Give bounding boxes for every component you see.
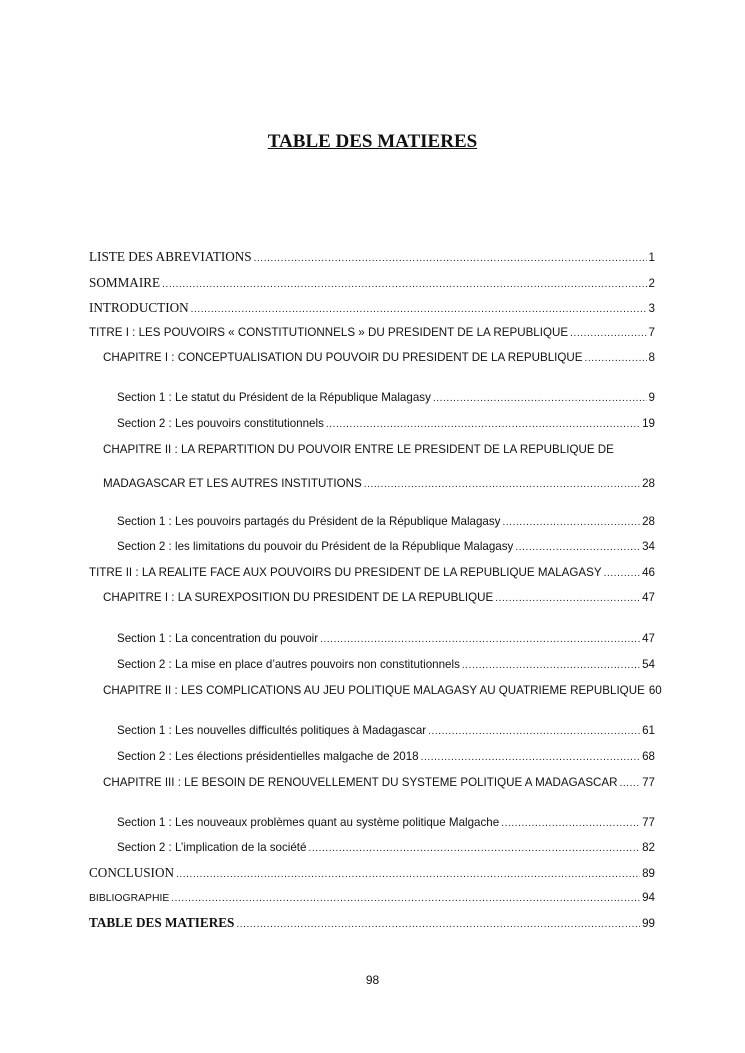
dot-leader: [433, 390, 647, 408]
toc-entry-page: 7: [648, 326, 655, 339]
toc-entry[interactable]: [89, 564, 655, 582]
toc-entry[interactable]: [89, 274, 655, 292]
toc-entry[interactable]: [117, 630, 655, 648]
dot-leader: [585, 350, 647, 368]
toc-entry-page: 61: [642, 724, 655, 737]
toc-entry-page: 9: [648, 391, 655, 404]
toc-entry-title: Section 2 : Les pouvoirs constitutionnels: [117, 417, 324, 430]
toc-entry-title: Section 2 : Les élections présidentielles malgache de 2018: [117, 750, 419, 763]
dot-leader: [515, 539, 640, 557]
dot-leader: [320, 631, 640, 649]
toc-entry-page: 54: [642, 658, 655, 671]
dot-leader: [176, 866, 640, 884]
toc-entry[interactable]: [117, 722, 655, 740]
toc-entry-title: LISTE DES ABREVIATIONS: [89, 249, 252, 264]
toc-entry-page: 82: [642, 841, 655, 854]
toc-entry[interactable]: [89, 324, 655, 342]
toc-entry-page: 28: [642, 477, 655, 490]
toc-entry[interactable]: [117, 814, 655, 832]
page-title: TABLE DES MATIERES: [267, 131, 478, 152]
toc-entry[interactable]: [117, 656, 655, 674]
toc-entry-title: MADAGASCAR ET LES AUTRES INSTITUTIONS: [103, 477, 362, 490]
toc-entry[interactable]: [117, 415, 655, 433]
toc-entry-page: 89: [642, 867, 655, 880]
toc-entry[interactable]: [89, 914, 655, 932]
toc-entry-title: TABLE DES MATIERES: [89, 915, 235, 930]
toc-entry-title: Section 1 : Le statut du Président de la République Malagasy: [117, 391, 431, 404]
page-number: 98: [365, 973, 380, 987]
toc-entry[interactable]: [103, 475, 655, 493]
dot-leader: [326, 416, 640, 434]
toc-entry-page: 2: [648, 277, 655, 290]
toc-entry-page: 68: [642, 750, 655, 763]
toc-entry[interactable]: [117, 389, 655, 407]
toc-entry-page: 28: [642, 515, 655, 528]
toc-entry-title: CHAPITRE I : CONCEPTUALISATION DU POUVOIR DU PRESIDENT DE LA REPUBLIQUE: [103, 351, 583, 364]
dot-leader: [495, 590, 640, 608]
toc-entry-title: Section 2 : L’implication de la société: [117, 841, 307, 854]
toc-entry[interactable]: [103, 589, 655, 607]
toc-entry[interactable]: [89, 299, 655, 317]
toc-entry-page: 46: [642, 566, 655, 579]
dot-leader: [501, 815, 640, 833]
toc-entry[interactable]: [103, 682, 662, 700]
toc-entry-title: TITRE II : LA REALITE FACE AUX POUVOIRS DU PRESIDENT DE LA REPUBLIQUE MALAGASY: [89, 566, 602, 579]
dot-leader: [236, 916, 640, 934]
toc-entry-title: SOMMAIRE: [89, 275, 161, 290]
toc-entry-page: 47: [642, 632, 655, 645]
toc-entry[interactable]: [117, 748, 655, 766]
toc-entry-page: 34: [642, 540, 655, 553]
toc-entry-title: INTRODUCTION: [89, 300, 189, 315]
dot-leader: [462, 657, 640, 675]
toc-entry-title: Section 1 : Les nouveaux problèmes quant au système politique Malgache: [117, 816, 500, 829]
toc-entry[interactable]: [89, 864, 655, 882]
toc-entry-title: CHAPITRE III : LE BESOIN DE RENOUVELLEMENT DU SYSTEME POLITIQUE A MADAGASCAR: [103, 776, 618, 789]
toc-entry[interactable]: [89, 889, 655, 907]
toc-entry-title: CONCLUSION: [89, 865, 174, 880]
toc-entry-page: 77: [642, 776, 655, 789]
toc-entry[interactable]: [117, 839, 655, 857]
toc-entry[interactable]: [117, 538, 655, 556]
toc-entry[interactable]: [103, 774, 655, 792]
toc-entry-title: Section 1 : Les nouvelles difficultés politiques à Madagascar: [117, 724, 427, 737]
toc-entry-line[interactable]: CHAPITRE II : LA REPARTITION DU POUVOIR ENTRE LE PRESIDENT DE LA REPUBLIQUE DE: [103, 443, 614, 456]
toc-entry-title: Section 1 : Les pouvoirs partagés du Président de la République Malagasy: [117, 515, 501, 528]
dot-leader: [364, 476, 640, 494]
toc-entry-title: CHAPITRE II : LES COMPLICATIONS AU JEU POLITIQUE MALAGASY AU QUATRIEME REPUBLIQUE: [103, 684, 645, 697]
toc-entry-page: 99: [642, 917, 655, 930]
toc-entry-page: 19: [642, 417, 655, 430]
toc-entry[interactable]: [89, 248, 655, 266]
toc-entry[interactable]: [117, 513, 655, 531]
toc-entry-page: 47: [642, 591, 655, 604]
toc-entry-title: BIBLIOGRAPHIE: [89, 893, 170, 904]
dot-leader: [421, 749, 640, 767]
dot-leader: [620, 775, 641, 793]
toc-entry-title: TITRE I : LES POUVOIRS « CONSTITUTIONNELS » DU PRESIDENT DE LA REPUBLIQUE: [89, 326, 569, 339]
toc-entry-page: 8: [648, 351, 655, 364]
dot-leader: [171, 890, 640, 908]
dot-leader: [502, 514, 640, 532]
toc-entry-title: Section 2 : La mise en place d’autres pouvoirs non constitutionnels: [117, 658, 460, 671]
toc-entry-page: 1: [648, 251, 655, 264]
dot-leader: [604, 565, 640, 583]
dot-leader: [191, 301, 647, 319]
toc-entry-page: 94: [642, 891, 655, 904]
dot-leader: [570, 325, 646, 343]
dot-leader: [162, 276, 646, 294]
toc-entry-title: Section 1 : La concentration du pouvoir: [117, 632, 319, 645]
toc-entry-title: Section 2 : les limitations du pouvoir du Président de la République Malagasy: [117, 540, 514, 553]
toc-entry-page: 77: [642, 816, 655, 829]
toc-entry-page: 3: [648, 302, 655, 315]
dot-leader: [308, 840, 640, 858]
toc-entry[interactable]: [103, 349, 655, 367]
dot-leader: [428, 723, 640, 741]
toc-entry-page: 60: [648, 684, 662, 697]
dot-leader: [254, 250, 647, 268]
toc-entry-title: CHAPITRE I : LA SUREXPOSITION DU PRESIDENT DE LA REPUBLIQUE: [103, 591, 494, 604]
